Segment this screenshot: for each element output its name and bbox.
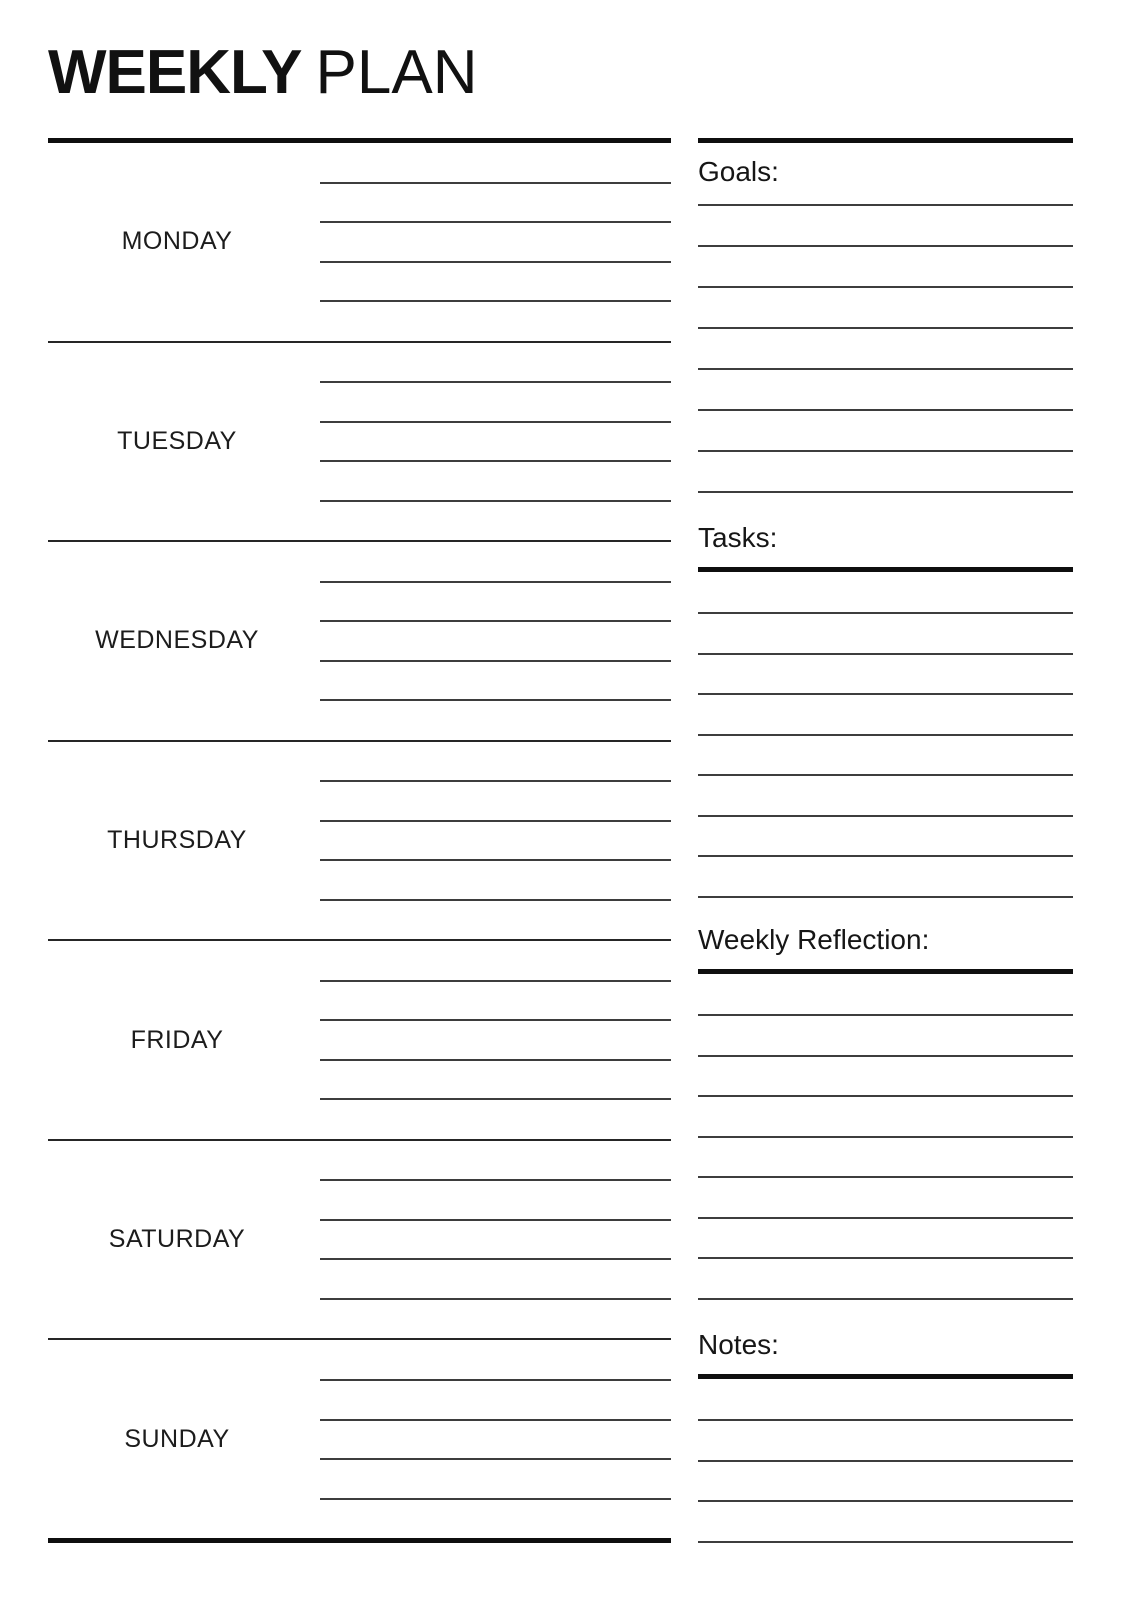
writing-line xyxy=(320,859,671,861)
writing-line xyxy=(698,1460,1073,1462)
writing-line xyxy=(698,774,1073,776)
writing-line xyxy=(698,896,1073,898)
writing-line xyxy=(320,182,671,184)
writing-line xyxy=(698,368,1073,370)
goals-lines xyxy=(698,204,1073,493)
writing-line xyxy=(698,1500,1073,1502)
writing-line xyxy=(320,1019,671,1021)
day-row-friday xyxy=(48,941,671,1141)
writing-line xyxy=(698,653,1073,655)
writing-line xyxy=(698,1298,1073,1300)
writing-line xyxy=(698,327,1073,329)
writing-line xyxy=(320,780,671,782)
writing-line xyxy=(698,1257,1073,1259)
day-label: FRIDAY xyxy=(130,1025,224,1054)
writing-line xyxy=(320,980,671,982)
day-label: WEDNESDAY xyxy=(95,626,259,655)
day-row-wednesday xyxy=(48,542,671,742)
goals-section xyxy=(698,138,1073,493)
writing-line xyxy=(320,581,671,583)
day-label: MONDAY xyxy=(121,227,233,256)
title-word-plan: PLAN xyxy=(315,38,478,107)
writing-line xyxy=(698,450,1073,452)
writing-line xyxy=(320,300,671,302)
reflection-heading: Weekly Reflection: xyxy=(698,924,930,955)
writing-line xyxy=(698,491,1073,493)
tasks-rule xyxy=(698,567,1073,572)
writing-line xyxy=(698,409,1073,411)
writing-line xyxy=(320,1419,671,1421)
writing-line xyxy=(698,1217,1073,1219)
writing-line xyxy=(320,820,671,822)
tasks-heading: Tasks: xyxy=(698,522,778,553)
day-lines xyxy=(320,742,671,940)
writing-line xyxy=(320,1298,671,1300)
writing-line xyxy=(698,1055,1073,1057)
writing-line xyxy=(698,286,1073,288)
writing-line xyxy=(320,1219,671,1221)
notes-heading: Notes: xyxy=(698,1329,779,1360)
writing-line xyxy=(320,699,671,701)
tasks-lines xyxy=(698,612,1073,898)
writing-line xyxy=(320,460,671,462)
writing-line xyxy=(698,245,1073,247)
writing-line xyxy=(320,899,671,901)
writing-line xyxy=(320,1059,671,1061)
day-lines xyxy=(320,343,671,541)
writing-line xyxy=(698,855,1073,857)
day-row-monday xyxy=(48,143,671,343)
goals-rule xyxy=(698,138,1073,143)
writing-line xyxy=(320,500,671,502)
writing-line xyxy=(698,1419,1073,1421)
writing-line xyxy=(698,1176,1073,1178)
day-lines xyxy=(320,542,671,740)
writing-line xyxy=(698,612,1073,614)
writing-line xyxy=(320,221,671,223)
writing-line xyxy=(320,1179,671,1181)
writing-line xyxy=(320,1098,671,1100)
day-lines xyxy=(320,1141,671,1339)
day-lines xyxy=(320,1340,671,1538)
writing-line xyxy=(320,1458,671,1460)
writing-line xyxy=(698,734,1073,736)
writing-line xyxy=(320,1379,671,1381)
day-label: THURSDAY xyxy=(107,826,247,855)
day-label: SUNDAY xyxy=(124,1424,230,1453)
day-row-thursday xyxy=(48,742,671,942)
writing-line xyxy=(320,660,671,662)
writing-line xyxy=(698,1014,1073,1016)
writing-line xyxy=(698,1136,1073,1138)
reflection-section xyxy=(698,923,1073,1300)
writing-line xyxy=(698,815,1073,817)
writing-line xyxy=(320,261,671,263)
day-row-sunday xyxy=(48,1340,671,1538)
day-label: SATURDAY xyxy=(108,1225,246,1254)
goals-heading: Goals: xyxy=(698,156,779,187)
notes-rule xyxy=(698,1374,1073,1379)
writing-line xyxy=(320,381,671,383)
writing-line xyxy=(698,204,1073,206)
notes-lines xyxy=(698,1419,1073,1543)
writing-line xyxy=(320,620,671,622)
notes-section xyxy=(698,1328,1073,1543)
writing-line xyxy=(698,1095,1073,1097)
day-lines xyxy=(320,941,671,1139)
reflection-rule xyxy=(698,969,1073,974)
day-label: TUESDAY xyxy=(117,426,237,455)
writing-line xyxy=(320,1498,671,1500)
writing-line xyxy=(320,421,671,423)
title-word-weekly: WEEKLY xyxy=(48,38,302,107)
writing-line xyxy=(698,1541,1073,1543)
tasks-section xyxy=(698,521,1073,898)
weekly-schedule xyxy=(48,138,671,1543)
writing-line xyxy=(698,693,1073,695)
day-row-tuesday xyxy=(48,343,671,543)
page-title xyxy=(48,38,478,107)
writing-line xyxy=(320,1258,671,1260)
day-lines xyxy=(320,143,671,341)
reflection-lines xyxy=(698,1014,1073,1300)
day-row-saturday xyxy=(48,1141,671,1341)
